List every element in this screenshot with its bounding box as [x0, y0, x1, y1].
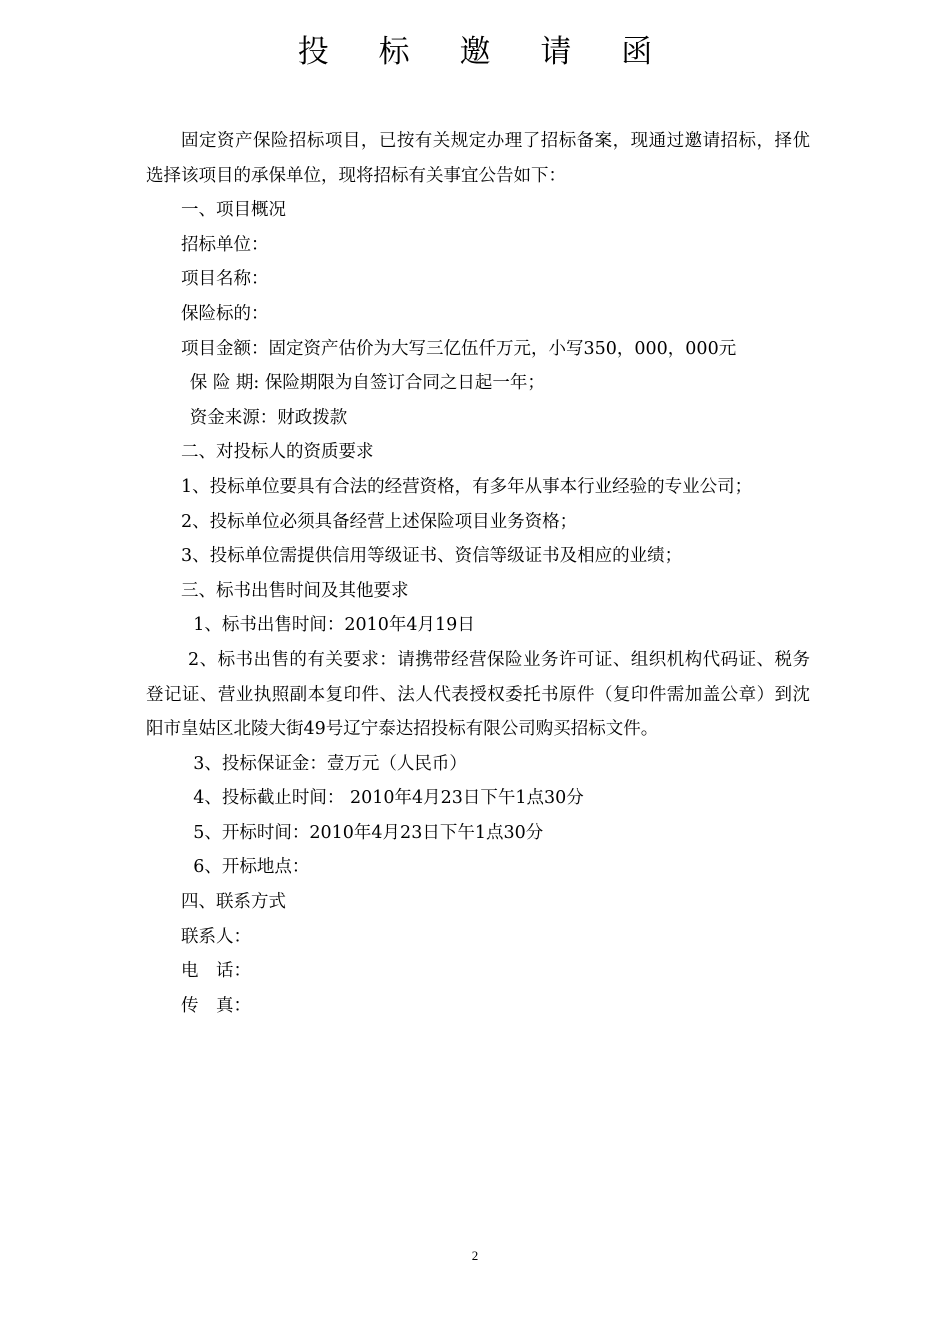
section3-heading: 三、标书出售时间及其他要求 — [181, 580, 409, 601]
project-amount-line: 项目金额：固定资产估价为大写三亿伍仟万元，小写350，000，000元 — [181, 338, 737, 359]
bid-bond-line: 3、投标保证金：壹万元（人民币） — [193, 753, 467, 774]
section2-heading: 二、对投标人的资质要求 — [181, 442, 374, 463]
opening-time-line: 5、开标时间：2010年4月23日下午1点30分 — [193, 822, 544, 843]
project-name-line: 项目名称： — [181, 269, 269, 290]
document-body — [146, 124, 810, 1023]
qualification-item: 2、投标单位必须具备经营上述保险项目业务资格； — [181, 511, 578, 532]
document-title: 投 标 邀 请 函 — [297, 34, 673, 70]
insurance-period-line: 保 险 期: 保险期限为自签订合同之日起一年； — [189, 373, 545, 394]
sale-time-line: 1、标书出售时间：2010年4月19日 — [193, 615, 475, 636]
fund-source-line: 资金来源：财政拨款 — [189, 407, 348, 428]
contact-person-line: 联系人： — [181, 926, 251, 947]
section4-heading: 四、联系方式 — [181, 892, 286, 913]
qualification-item: 1、投标单位要具有合法的经营资格，有多年从事本行业经验的专业公司； — [181, 476, 753, 497]
section1-heading: 一、项目概况 — [181, 200, 286, 221]
phone-line: 电 话： — [181, 961, 251, 982]
bid-deadline-line: 4、投标截止时间： 2010年4月23日下午1点30分 — [193, 788, 584, 809]
qualification-item: 3、投标单位需提供信用等级证书、资信等级证书及相应的业绩； — [181, 546, 683, 567]
fax-line: 传 真： — [181, 995, 251, 1016]
sale-requirements-paragraph: 2、标书出售的有关要求：请携带经营保险业务许可证、组织机构代码证、税务登记证、营业执照副本复印件、法人代表授权委托书原件（复印件需加盖公章）到沈阳市皇姑区北陵大街49号辽宁泰达招投标有限公司购买招标文件。 — [146, 649, 810, 740]
intro-paragraph: 固定资产保险招标项目，已按有关规定办理了招标备案，现通过邀请招标，择优选择该项目的承保单位，现将招标有关事宜公告如下： — [146, 131, 810, 186]
page-number: 2 — [471, 1248, 479, 1263]
opening-location-line: 6、开标地点： — [193, 857, 310, 878]
insured-subject-line: 保险标的： — [181, 303, 269, 324]
bidder-unit-line: 招标单位： — [181, 234, 269, 255]
